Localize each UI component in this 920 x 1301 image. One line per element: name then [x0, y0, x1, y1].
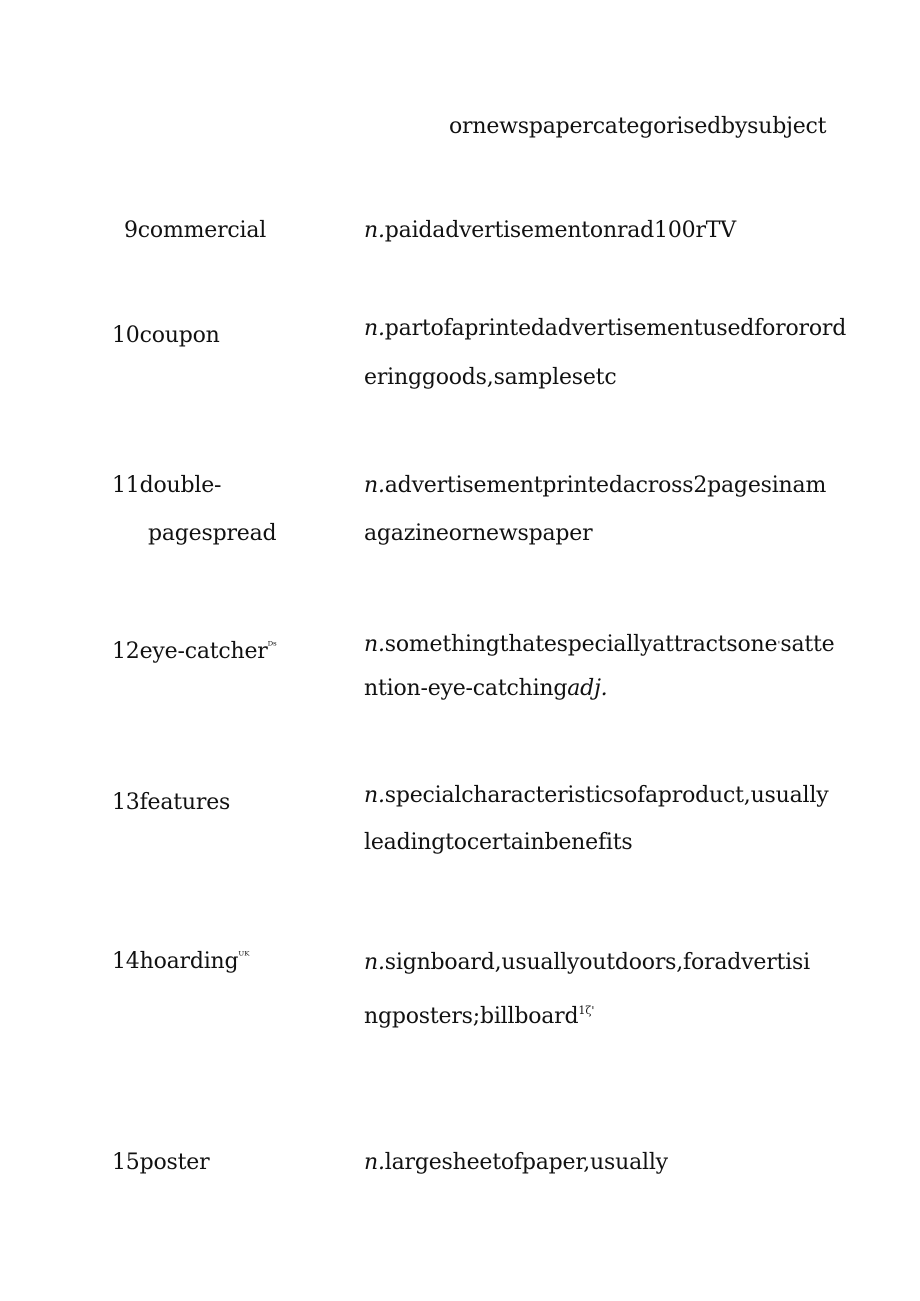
definition-text: paidadvertisementonrad100rTV [384, 218, 736, 243]
definition-double-page-spread-cont: agazineornewspaper [364, 521, 593, 546]
term-eye-catcher [112, 631, 277, 667]
term-commercial: 9commercial [124, 218, 267, 243]
part-of-speech: n. [364, 218, 385, 243]
definition-features [364, 781, 828, 811]
definition-text: ntion-eye-catching [364, 676, 568, 701]
term-features: 13features [112, 790, 231, 815]
term-double-page-spread: 11double- [112, 473, 222, 498]
definition-hoarding [364, 948, 810, 978]
definition-commercial [364, 216, 736, 246]
definition-mark: 1ζ' [578, 1004, 595, 1017]
definition-text: ngposters;billboard [364, 1004, 579, 1029]
definition-hoarding-cont [364, 996, 594, 1032]
part-of-speech: n. [364, 1150, 385, 1175]
term-text: 12eye-catcher [112, 639, 268, 664]
term-hoarding [112, 941, 249, 977]
definition-eye-catcher [364, 624, 835, 660]
part-of-speech: n. [364, 473, 385, 498]
term-mark: ᴰˢ [267, 639, 277, 652]
definition-text: specialcharacteristicsofaproduct,usually [384, 783, 829, 808]
apostrophe-mark: ˌ [777, 632, 781, 645]
definition-eye-catcher-cont [364, 674, 607, 704]
definition-coupon [364, 314, 846, 344]
definition-text: signboard,usuallyoutdoors,foradvertisi [384, 950, 810, 975]
part-of-speech: n. [364, 783, 385, 808]
definition-poster [364, 1148, 668, 1178]
definition-text: partofaprintedadvertisementusedfororord [384, 316, 847, 341]
part-of-speech: n. [364, 632, 385, 657]
definition-text: satte [780, 632, 835, 657]
definition-double-page-spread [364, 471, 826, 501]
term-poster: 15poster [112, 1150, 210, 1175]
definition-coupon-cont: eringgoods,samplesetc [364, 365, 617, 390]
term-double-page-spread-cont: pagespread [148, 521, 277, 546]
term-coupon: 10coupon [112, 323, 220, 348]
term-text: 14hoarding [112, 949, 239, 974]
part-of-speech: n. [364, 316, 385, 341]
part-of-speech: n. [364, 950, 385, 975]
continuation-line: ornewspapercategorisedbysubject [449, 114, 827, 139]
definition-text: advertisementprintedacross2pagesinam [384, 473, 827, 498]
definition-text: somethingthatespeciallyattractsone [384, 632, 778, 657]
part-of-speech: adj. [567, 676, 608, 701]
definition-text: largesheetofpaper,usually [384, 1150, 668, 1175]
term-mark: ᵁᴷ [238, 949, 250, 962]
definition-features-cont: leadingtocertainbenefits [364, 830, 633, 855]
